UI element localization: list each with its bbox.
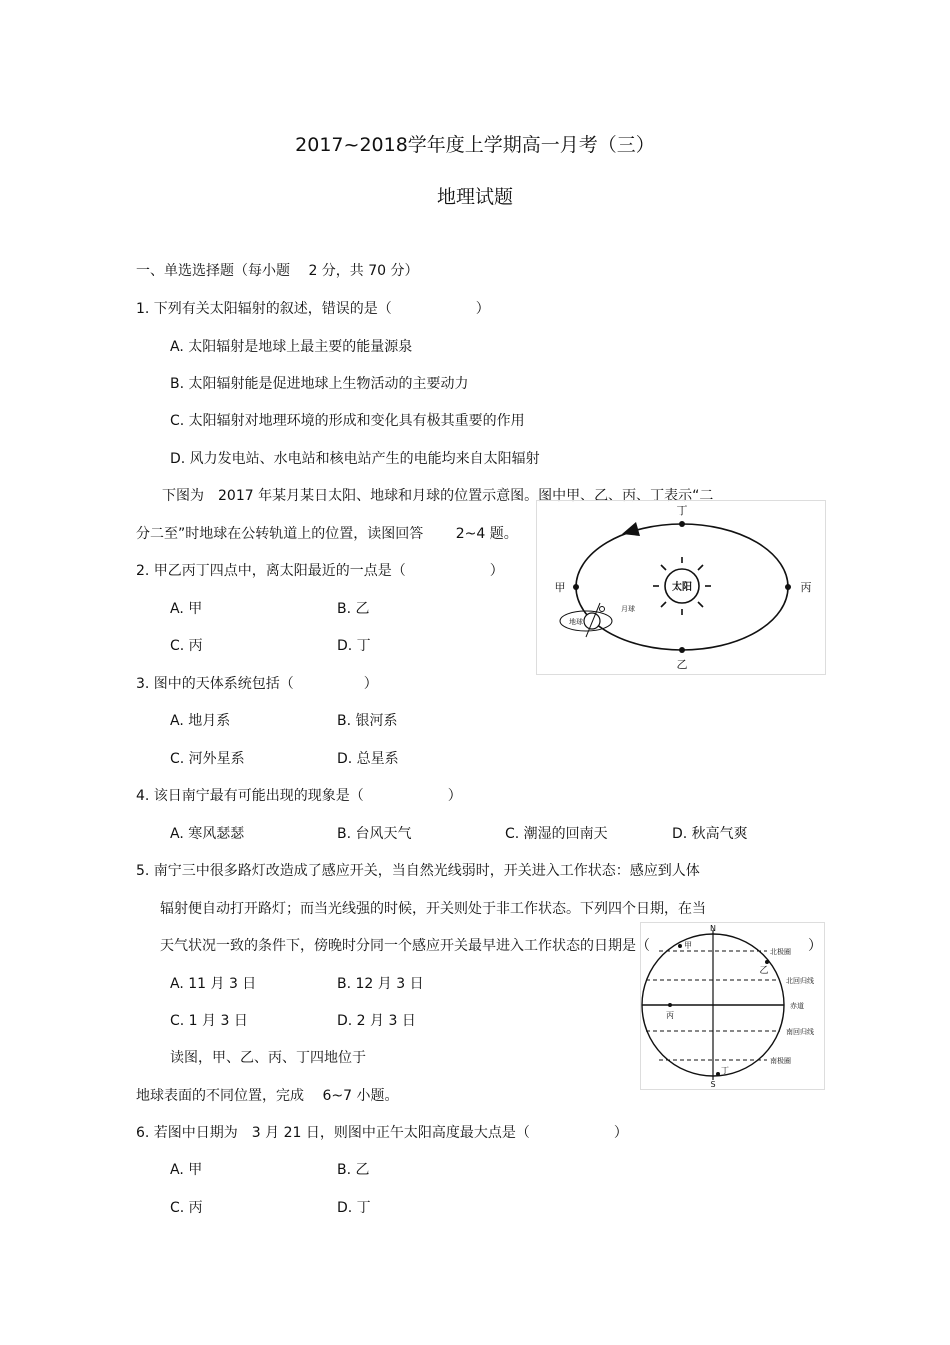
- question-5-option-a: A. 11 月 3 日: [170, 976, 257, 992]
- south-pole-label: S: [710, 1080, 716, 1089]
- position-bing-label: 丙: [800, 581, 812, 594]
- question-6-stem: 6. 若图中日期为 3 月 21 日，则图中正午太阳高度最大点是（ ）: [136, 1125, 628, 1141]
- point-bing-label: 丙: [666, 1011, 674, 1020]
- question-3-option-c: C. 河外星系: [170, 751, 245, 767]
- question-6-option-c: C. 丙: [170, 1200, 203, 1216]
- question-1-option-d: D. 风力发电站、水电站和核电站产生的电能均来自太阳辐射: [170, 451, 540, 467]
- question-5-option-b: B. 12 月 3 日: [337, 976, 424, 992]
- question-6-option-d: D. 丁: [337, 1200, 371, 1216]
- position-ding-label: 丁: [676, 504, 688, 517]
- question-1-option-a: A. 太阳辐射是地球上最主要的能量源泉: [170, 339, 413, 355]
- question-5-line3: 天气状况一致的条件下，傍晚时分同一个感应开关最早进入工作状态的日期是（: [160, 938, 650, 954]
- question-4-stem: 4. 该日南宁最有可能出现的现象是（ ）: [136, 788, 462, 804]
- earth-label: 地球: [569, 618, 583, 626]
- tropic-cancer-label: 北回归线: [786, 977, 814, 985]
- question-3-option-d: D. 总星系: [337, 751, 399, 767]
- question-3-option-a: A. 地月系: [170, 713, 231, 729]
- section-heading: 一、单选选择题（每小题 2 分，共 70 分）: [136, 263, 419, 279]
- tropic-capricorn-label: 南回归线: [786, 1028, 814, 1036]
- position-jia-label: 甲: [554, 581, 566, 594]
- intro-2-4-line1: 下图为 2017 年某月某日太阳、地球和月球的位置示意图。图中甲、乙、丙、丁表示“二: [162, 488, 714, 504]
- question-6-option-a: A. 甲: [170, 1162, 203, 1178]
- point-bing: [668, 1003, 672, 1007]
- question-3-stem: 3. 图中的天体系统包括（ ）: [136, 676, 378, 692]
- question-3-option-b: B. 银河系: [337, 713, 398, 729]
- antarctic-circle-label: 南极圈: [770, 1057, 791, 1065]
- point-yi-label: 乙: [759, 966, 769, 976]
- question-1-option-b: B. 太阳辐射能是促进地球上生物活动的主要动力: [170, 376, 469, 392]
- question-1-option-c: C. 太阳辐射对地理环境的形成和变化具有极其重要的作用: [170, 413, 525, 429]
- north-pole-label: N: [710, 924, 716, 933]
- question-1-stem: 1. 下列有关太阳辐射的叙述，错误的是（ ）: [136, 301, 490, 317]
- page-subtitle: 地理试题: [436, 186, 513, 208]
- intro-6-7-line1: 读图，甲、乙、丙、丁四地位于: [170, 1050, 366, 1066]
- question-5-line2: 辐射便自动打开路灯；而当光线强的时候，开关则处于非工作状态。下列四个日期，在当: [160, 901, 706, 917]
- point-ding-label: 丁: [721, 1066, 729, 1075]
- point-jia-label: 甲: [684, 941, 692, 950]
- question-4-option-d: D. 秋高气爽: [672, 826, 748, 842]
- page-title: 2017~2018学年度上学期高一月考（三）: [295, 134, 655, 156]
- position-yi: [679, 647, 685, 653]
- position-ding: [679, 521, 685, 527]
- question-5-close: ）: [808, 938, 822, 954]
- question-5-line1: 5. 南宁三中很多路灯改造成了感应开关，当自然光线弱时，开关进入工作状态：感应到人体: [136, 863, 700, 879]
- globe-diagram: [640, 922, 825, 1090]
- question-2-stem: 2. 甲乙丙丁四点中，离太阳最近的一点是（ ）: [136, 563, 504, 579]
- position-yi-label: 乙: [676, 658, 688, 671]
- point-ding: [716, 1072, 720, 1076]
- position-jia: [573, 584, 579, 590]
- earth-moon-icon: [560, 603, 612, 637]
- question-5-option-d: D. 2 月 3 日: [337, 1013, 416, 1029]
- question-4-option-c: C. 潮湿的回南天: [505, 826, 608, 842]
- question-2-option-d: D. 丁: [337, 638, 371, 654]
- point-yi: [765, 960, 769, 964]
- question-4-option-b: B. 台风天气: [337, 826, 412, 842]
- question-2-option-c: C. 丙: [170, 638, 203, 654]
- direction-arrow-icon: [622, 522, 640, 536]
- moon-label: 月球: [621, 605, 635, 613]
- position-bing: [785, 584, 791, 590]
- question-6-option-b: B. 乙: [337, 1162, 370, 1178]
- equator-label: 赤道: [790, 1002, 804, 1010]
- intro-2-4-line2: 分二至”时地球在公转轨道上的位置，读图回答 2~4 题。: [136, 526, 518, 542]
- question-5-option-c: C. 1 月 3 日: [170, 1013, 248, 1029]
- point-jia: [678, 944, 682, 948]
- question-2-option-a: A. 甲: [170, 601, 203, 617]
- intro-6-7-line2: 地球表面的不同位置，完成 6~7 小题。: [136, 1088, 399, 1104]
- orbit-diagram: [536, 500, 826, 675]
- arctic-circle-label: 北极圈: [770, 948, 791, 956]
- question-4-option-a: A. 寒风瑟瑟: [170, 826, 245, 842]
- question-2-option-b: B. 乙: [337, 601, 370, 617]
- sun-label: 太阳: [672, 582, 692, 593]
